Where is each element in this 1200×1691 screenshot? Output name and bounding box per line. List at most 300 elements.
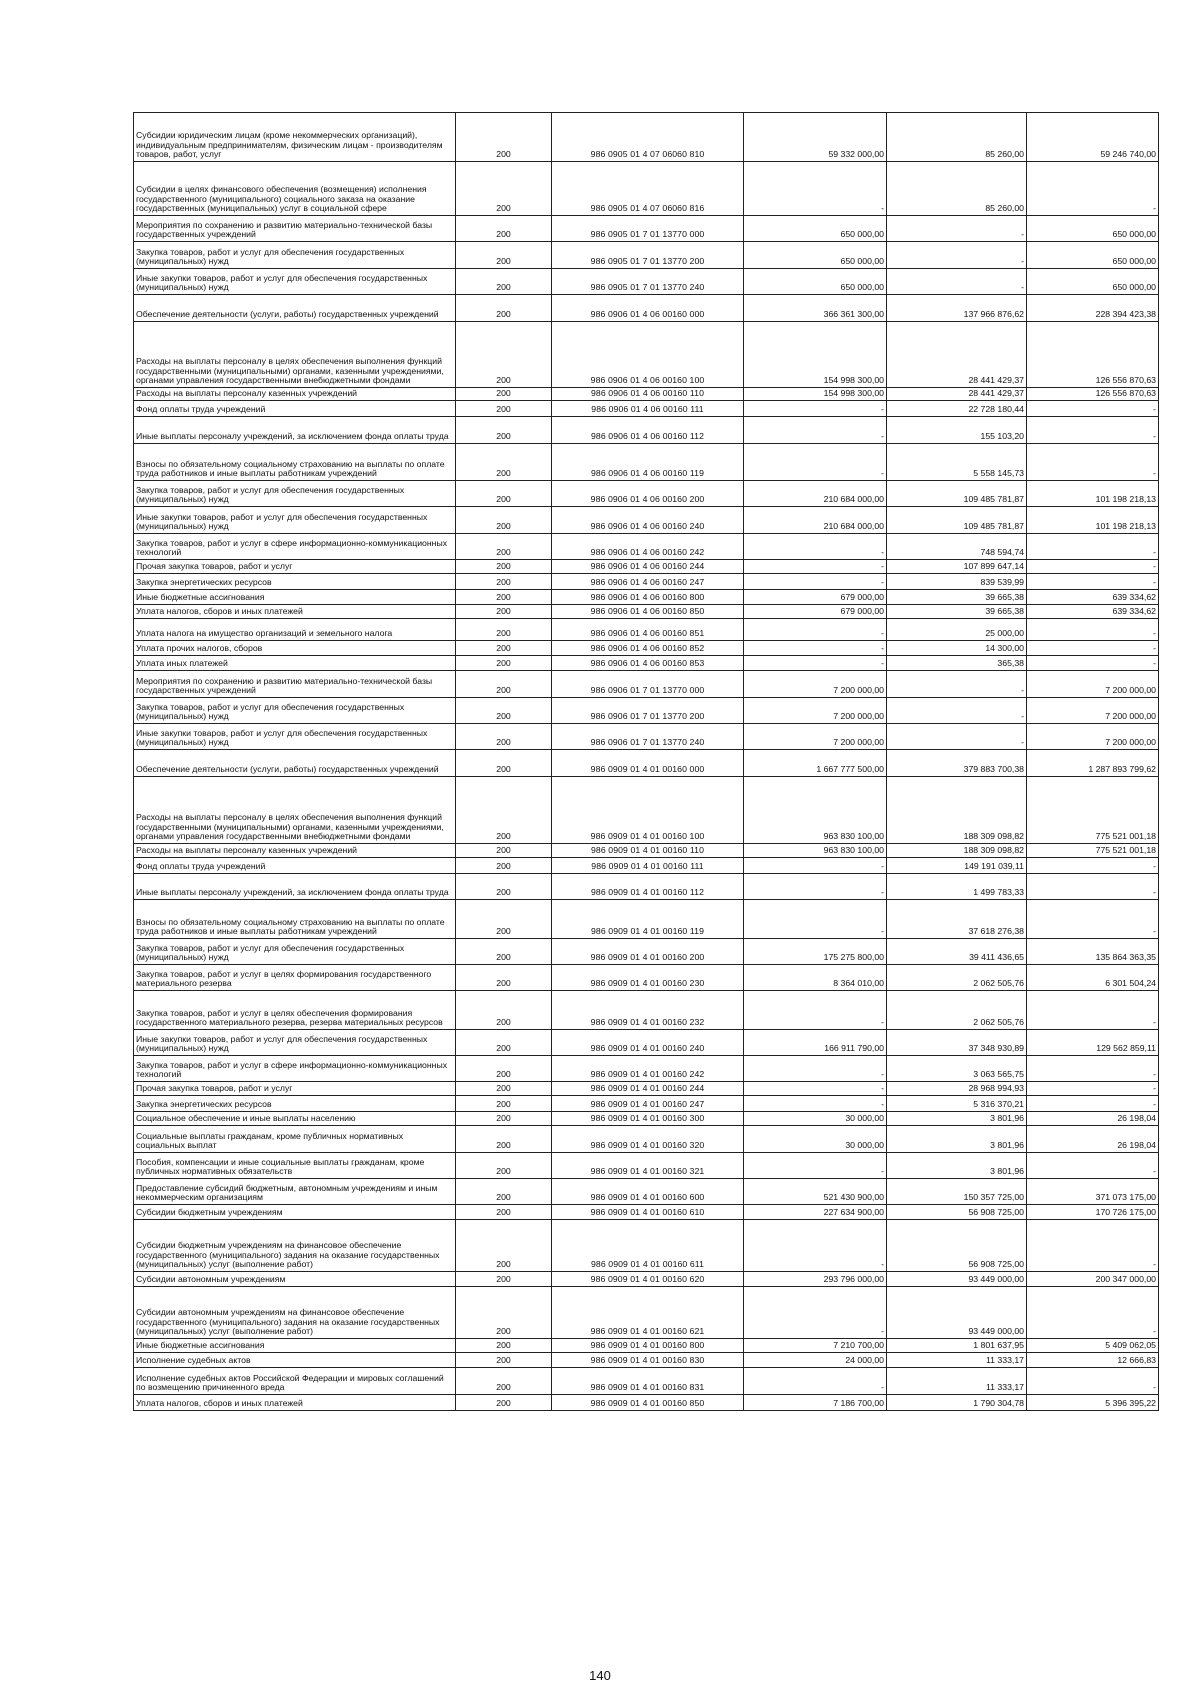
row-unexecuted-cell: 26 198,04 (1027, 1126, 1159, 1153)
row-line-code-cell: 200 (456, 1272, 552, 1287)
row-name-cell: Закупка товаров, работ и услуг для обеспечения государственных (муниципальных) нужд (134, 939, 456, 965)
row-executed-cell: 1 790 304,78 (887, 1395, 1027, 1411)
row-approved-cell: - (744, 1287, 887, 1339)
row-unexecuted-cell: - (1027, 574, 1159, 590)
row-approved-cell: 7 186 700,00 (744, 1395, 887, 1411)
table-row (134, 481, 1159, 507)
table-row (134, 874, 1159, 900)
table-row (134, 900, 1159, 939)
row-approved-cell: 650 000,00 (744, 269, 887, 295)
table-row (134, 1353, 1159, 1368)
row-executed-cell: 28 441 429,37 (887, 388, 1027, 401)
table-row (134, 605, 1159, 619)
row-line-code-cell: 200 (456, 388, 552, 401)
row-executed-cell: - (887, 269, 1027, 295)
row-executed-cell: 56 908 725,00 (887, 1220, 1027, 1272)
row-unexecuted-cell: 126 556 870,63 (1027, 388, 1159, 401)
row-executed-cell: 839 539,99 (887, 574, 1027, 590)
row-budget-code-cell: 986 0909 01 4 01 00160 830 (552, 1353, 744, 1368)
row-name-cell: Иные бюджетные ассигнования (134, 1339, 456, 1353)
row-executed-cell: 3 801,96 (887, 1112, 1027, 1126)
row-budget-code-cell: 986 0905 01 7 01 13770 240 (552, 269, 744, 295)
row-unexecuted-cell: 6 301 504,24 (1027, 965, 1159, 991)
row-unexecuted-cell: 129 562 859,11 (1027, 1030, 1159, 1056)
row-approved-cell: - (744, 444, 887, 481)
row-executed-cell: 85 260,00 (887, 162, 1027, 216)
row-line-code-cell: 200 (456, 1220, 552, 1272)
table-row (134, 1205, 1159, 1220)
row-unexecuted-cell: 200 347 000,00 (1027, 1272, 1159, 1287)
row-approved-cell: 679 000,00 (744, 590, 887, 605)
row-budget-code-cell: 986 0906 01 4 06 00160 850 (552, 605, 744, 619)
row-budget-code-cell: 986 0909 01 4 01 00160 119 (552, 900, 744, 939)
row-name-cell: Социальное обеспечение и иные выплаты населению (134, 1112, 456, 1126)
row-approved-cell: 650 000,00 (744, 216, 887, 242)
row-unexecuted-cell: - (1027, 1287, 1159, 1339)
row-line-code-cell: 200 (456, 698, 552, 724)
row-unexecuted-cell: 228 394 423,38 (1027, 295, 1159, 322)
table-row (134, 1179, 1159, 1205)
row-executed-cell: - (887, 698, 1027, 724)
row-approved-cell: - (744, 874, 887, 900)
row-line-code-cell: 200 (456, 1056, 552, 1082)
row-budget-code-cell: 986 0909 01 4 01 00160 621 (552, 1287, 744, 1339)
row-approved-cell: 210 684 000,00 (744, 481, 887, 507)
row-executed-cell: 22 728 180,44 (887, 401, 1027, 417)
row-executed-cell: 188 309 098,82 (887, 777, 1027, 844)
row-budget-code-cell: 986 0909 01 4 01 00160 600 (552, 1179, 744, 1205)
row-approved-cell: 293 796 000,00 (744, 1272, 887, 1287)
row-budget-code-cell: 986 0909 01 4 01 00160 320 (552, 1126, 744, 1153)
row-name-cell: Субсидии юридическим лицам (кроме некоммерческих организаций), индивидуальным предпринимателям, физическим лицам - производителям товаров, работ, услуг (134, 113, 456, 162)
row-line-code-cell: 200 (456, 242, 552, 269)
row-executed-cell: 109 485 781,87 (887, 507, 1027, 534)
row-line-code-cell: 200 (456, 777, 552, 844)
table-row (134, 162, 1159, 216)
row-name-cell: Уплата налогов, сборов и иных платежей (134, 605, 456, 619)
row-name-cell: Субсидии бюджетным учреждениям на финансовое обеспечение государственного (муниципального) задания на оказание государственных (муниципальных) услуг (выполнение работ) (134, 1220, 456, 1272)
row-line-code-cell: 200 (456, 216, 552, 242)
table-row (134, 1339, 1159, 1353)
row-name-cell: Закупка товаров, работ и услуг в сфере информационно-коммуникационных технологий (134, 534, 456, 560)
row-unexecuted-cell: - (1027, 534, 1159, 560)
row-line-code-cell: 200 (456, 1096, 552, 1112)
row-approved-cell: 7 200 000,00 (744, 698, 887, 724)
row-name-cell: Закупка товаров, работ и услуг для обеспечения государственных (муниципальных) нужд (134, 481, 456, 507)
row-unexecuted-cell: 101 198 218,13 (1027, 507, 1159, 534)
row-unexecuted-cell: 26 198,04 (1027, 1112, 1159, 1126)
row-budget-code-cell: 986 0909 01 4 01 00160 112 (552, 874, 744, 900)
row-name-cell: Закупка энергетических ресурсов (134, 574, 456, 590)
row-unexecuted-cell: 775 521 001,18 (1027, 777, 1159, 844)
table-row (134, 574, 1159, 590)
row-executed-cell: - (887, 724, 1027, 750)
row-unexecuted-cell: 639 334,62 (1027, 590, 1159, 605)
row-unexecuted-cell: - (1027, 162, 1159, 216)
row-name-cell: Расходы на выплаты персоналу казенных учреждений (134, 388, 456, 401)
row-line-code-cell: 200 (456, 605, 552, 619)
row-line-code-cell: 200 (456, 844, 552, 858)
row-name-cell: Пособия, компенсации и иные социальные выплаты гражданам, кроме публичных нормативных обязательств (134, 1153, 456, 1179)
row-name-cell: Закупка товаров, работ и услуг для обеспечения государственных (муниципальных) нужд (134, 242, 456, 269)
table-row (134, 1126, 1159, 1153)
row-approved-cell: 963 830 100,00 (744, 844, 887, 858)
table-row (134, 965, 1159, 991)
row-budget-code-cell: 986 0909 01 4 01 00160 247 (552, 1096, 744, 1112)
row-unexecuted-cell: 135 864 363,35 (1027, 939, 1159, 965)
row-executed-cell: 37 348 930,89 (887, 1030, 1027, 1056)
row-budget-code-cell: 986 0906 01 4 06 00160 244 (552, 560, 744, 574)
row-approved-cell: 650 000,00 (744, 242, 887, 269)
table-row (134, 777, 1159, 844)
row-line-code-cell: 200 (456, 1179, 552, 1205)
row-budget-code-cell: 986 0909 01 4 01 00160 610 (552, 1205, 744, 1220)
row-approved-cell: 7 200 000,00 (744, 671, 887, 698)
row-line-code-cell: 200 (456, 574, 552, 590)
row-approved-cell: 521 430 900,00 (744, 1179, 887, 1205)
row-budget-code-cell: 986 0909 01 4 01 00160 100 (552, 777, 744, 844)
table-row (134, 417, 1159, 444)
table-row (134, 534, 1159, 560)
row-budget-code-cell: 986 0906 01 4 06 00160 000 (552, 295, 744, 322)
row-budget-code-cell: 986 0906 01 4 06 00160 852 (552, 641, 744, 656)
row-executed-cell: 93 449 000,00 (887, 1287, 1027, 1339)
table-row (134, 507, 1159, 534)
table-row (134, 295, 1159, 322)
row-budget-code-cell: 986 0906 01 4 06 00160 110 (552, 388, 744, 401)
row-executed-cell: 1 801 637,95 (887, 1339, 1027, 1353)
row-executed-cell: 39 665,38 (887, 590, 1027, 605)
row-budget-code-cell: 986 0905 01 4 07 06060 810 (552, 113, 744, 162)
row-name-cell: Расходы на выплаты персоналу в целях обеспечения выполнения функций государственными (муниципальными) органами, казенными учреждениями, органами управления государственными внебюджетными фондами (134, 322, 456, 388)
row-budget-code-cell: 986 0906 01 4 06 00160 240 (552, 507, 744, 534)
row-line-code-cell: 200 (456, 939, 552, 965)
row-unexecuted-cell: 5 396 395,22 (1027, 1395, 1159, 1411)
row-approved-cell: 8 364 010,00 (744, 965, 887, 991)
row-name-cell: Исполнение судебных актов (134, 1353, 456, 1368)
row-name-cell: Иные закупки товаров, работ и услуг для обеспечения государственных (муниципальных) нужд (134, 1030, 456, 1056)
row-name-cell: Расходы на выплаты персоналу казенных учреждений (134, 844, 456, 858)
row-unexecuted-cell: 650 000,00 (1027, 242, 1159, 269)
row-approved-cell: - (744, 1153, 887, 1179)
row-name-cell: Уплата иных платежей (134, 656, 456, 671)
row-name-cell: Обеспечение деятельности (услуги, работы) государственных учреждений (134, 750, 456, 777)
row-budget-code-cell: 986 0909 01 4 01 00160 321 (552, 1153, 744, 1179)
row-executed-cell: 3 063 565,75 (887, 1056, 1027, 1082)
row-name-cell: Фонд оплаты труда учреждений (134, 401, 456, 417)
row-unexecuted-cell: - (1027, 874, 1159, 900)
budget-execution-table (133, 112, 1159, 1411)
row-line-code-cell: 200 (456, 671, 552, 698)
row-name-cell: Закупка товаров, работ и услуг в целях обеспечения формирования государственного материального резерва, резерва материальных ресурсов (134, 991, 456, 1030)
row-name-cell: Закупка товаров, работ и услуг в целях формирования государственного материального резерва (134, 965, 456, 991)
row-approved-cell: - (744, 401, 887, 417)
row-executed-cell: 1 499 783,33 (887, 874, 1027, 900)
row-executed-cell: - (887, 242, 1027, 269)
row-unexecuted-cell: - (1027, 1368, 1159, 1395)
row-budget-code-cell: 986 0905 01 7 01 13770 000 (552, 216, 744, 242)
row-executed-cell: 748 594,74 (887, 534, 1027, 560)
row-name-cell: Иные закупки товаров, работ и услуг для обеспечения государственных (муниципальных) нужд (134, 724, 456, 750)
table-row (134, 113, 1159, 162)
row-budget-code-cell: 986 0906 01 4 06 00160 200 (552, 481, 744, 507)
row-executed-cell: 11 333,17 (887, 1353, 1027, 1368)
row-budget-code-cell: 986 0905 01 7 01 13770 200 (552, 242, 744, 269)
table-row (134, 1287, 1159, 1339)
row-approved-cell: 7 210 700,00 (744, 1339, 887, 1353)
row-unexecuted-cell: 101 198 218,13 (1027, 481, 1159, 507)
row-executed-cell: 39 665,38 (887, 605, 1027, 619)
row-unexecuted-cell: 650 000,00 (1027, 269, 1159, 295)
row-approved-cell: 154 998 300,00 (744, 322, 887, 388)
row-line-code-cell: 200 (456, 1082, 552, 1096)
row-unexecuted-cell: - (1027, 991, 1159, 1030)
table-row (134, 991, 1159, 1030)
row-line-code-cell: 200 (456, 401, 552, 417)
row-budget-code-cell: 986 0906 01 4 06 00160 112 (552, 417, 744, 444)
row-budget-code-cell: 986 0909 01 4 01 00160 232 (552, 991, 744, 1030)
row-line-code-cell: 200 (456, 641, 552, 656)
row-unexecuted-cell: 639 334,62 (1027, 605, 1159, 619)
row-executed-cell: 149 191 039,11 (887, 858, 1027, 874)
row-line-code-cell: 200 (456, 1353, 552, 1368)
row-line-code-cell: 200 (456, 1030, 552, 1056)
row-approved-cell: - (744, 858, 887, 874)
row-unexecuted-cell: 170 726 175,00 (1027, 1205, 1159, 1220)
row-approved-cell: - (744, 417, 887, 444)
row-executed-cell: 93 449 000,00 (887, 1272, 1027, 1287)
row-name-cell: Исполнение судебных актов Российской Федерации и мировых соглашений по возмещению причиненного вреда (134, 1368, 456, 1395)
row-budget-code-cell: 986 0906 01 4 06 00160 247 (552, 574, 744, 590)
table-row (134, 269, 1159, 295)
row-line-code-cell: 200 (456, 874, 552, 900)
row-budget-code-cell: 986 0909 01 4 01 00160 831 (552, 1368, 744, 1395)
row-executed-cell: 2 062 505,76 (887, 991, 1027, 1030)
row-line-code-cell: 200 (456, 113, 552, 162)
row-approved-cell: 210 684 000,00 (744, 507, 887, 534)
row-unexecuted-cell: - (1027, 560, 1159, 574)
row-line-code-cell: 200 (456, 1112, 552, 1126)
row-name-cell: Мероприятия по сохранению и развитию материально-технической базы государственных учреждений (134, 216, 456, 242)
row-budget-code-cell: 986 0906 01 7 01 13770 200 (552, 698, 744, 724)
row-budget-code-cell: 986 0906 01 4 06 00160 100 (552, 322, 744, 388)
row-budget-code-cell: 986 0906 01 4 06 00160 800 (552, 590, 744, 605)
row-name-cell: Закупка товаров, работ и услуг для обеспечения государственных (муниципальных) нужд (134, 698, 456, 724)
table-row (134, 388, 1159, 401)
row-line-code-cell: 200 (456, 991, 552, 1030)
row-unexecuted-cell: 59 246 740,00 (1027, 113, 1159, 162)
row-line-code-cell: 200 (456, 656, 552, 671)
row-budget-code-cell: 986 0909 01 4 01 00160 000 (552, 750, 744, 777)
table-row (134, 1368, 1159, 1395)
row-approved-cell: 227 634 900,00 (744, 1205, 887, 1220)
row-line-code-cell: 200 (456, 295, 552, 322)
row-approved-cell: 24 000,00 (744, 1353, 887, 1368)
row-unexecuted-cell: 7 200 000,00 (1027, 671, 1159, 698)
row-approved-cell: 175 275 800,00 (744, 939, 887, 965)
row-executed-cell: 25 000,00 (887, 619, 1027, 641)
row-budget-code-cell: 986 0909 01 4 01 00160 611 (552, 1220, 744, 1272)
table-row (134, 698, 1159, 724)
row-unexecuted-cell: - (1027, 1082, 1159, 1096)
row-line-code-cell: 200 (456, 750, 552, 777)
row-name-cell: Субсидии в целях финансового обеспечения (возмещения) исполнения государственного (муниципального) социального заказа на оказание государственных (муниципальных) услуг в социальной сфере (134, 162, 456, 216)
row-budget-code-cell: 986 0909 01 4 01 00160 230 (552, 965, 744, 991)
row-line-code-cell: 200 (456, 560, 552, 574)
row-unexecuted-cell: 650 000,00 (1027, 216, 1159, 242)
row-executed-cell: 11 333,17 (887, 1368, 1027, 1395)
row-budget-code-cell: 986 0906 01 4 06 00160 851 (552, 619, 744, 641)
row-unexecuted-cell: - (1027, 1056, 1159, 1082)
row-line-code-cell: 200 (456, 1153, 552, 1179)
row-line-code-cell: 200 (456, 507, 552, 534)
row-approved-cell: 30 000,00 (744, 1126, 887, 1153)
row-budget-code-cell: 986 0909 01 4 01 00160 300 (552, 1112, 744, 1126)
row-name-cell: Закупка товаров, работ и услуг в сфере информационно-коммуникационных технологий (134, 1056, 456, 1082)
row-executed-cell: 37 618 276,38 (887, 900, 1027, 939)
row-line-code-cell: 200 (456, 590, 552, 605)
row-name-cell: Иные бюджетные ассигнования (134, 590, 456, 605)
row-budget-code-cell: 986 0909 01 4 01 00160 200 (552, 939, 744, 965)
row-executed-cell: 85 260,00 (887, 113, 1027, 162)
table-row (134, 671, 1159, 698)
row-name-cell: Иные выплаты персоналу учреждений, за исключением фонда оплаты труда (134, 417, 456, 444)
row-line-code-cell: 200 (456, 858, 552, 874)
row-name-cell: Иные закупки товаров, работ и услуг для обеспечения государственных (муниципальных) нужд (134, 269, 456, 295)
row-line-code-cell: 200 (456, 900, 552, 939)
row-executed-cell: 155 103,20 (887, 417, 1027, 444)
row-unexecuted-cell: 12 666,83 (1027, 1353, 1159, 1368)
row-approved-cell: - (744, 991, 887, 1030)
row-budget-code-cell: 986 0909 01 4 01 00160 242 (552, 1056, 744, 1082)
table-row (134, 939, 1159, 965)
row-budget-code-cell: 986 0905 01 4 07 06060 816 (552, 162, 744, 216)
table-row (134, 858, 1159, 874)
table-row (134, 216, 1159, 242)
row-line-code-cell: 200 (456, 1339, 552, 1353)
row-budget-code-cell: 986 0906 01 4 06 00160 242 (552, 534, 744, 560)
table-body (134, 113, 1159, 1411)
table-row (134, 1220, 1159, 1272)
row-name-cell: Обеспечение деятельности (услуги, работы) государственных учреждений (134, 295, 456, 322)
row-name-cell: Расходы на выплаты персоналу в целях обеспечения выполнения функций государственными (муниципальными) органами, казенными учреждениями, органами управления государственными внебюджетными фондами (134, 777, 456, 844)
row-approved-cell: 366 361 300,00 (744, 295, 887, 322)
row-name-cell: Взносы по обязательному социальному страхованию на выплаты по оплате труда работников и иные выплаты работникам учреждений (134, 444, 456, 481)
row-executed-cell: 39 411 436,65 (887, 939, 1027, 965)
row-approved-cell: 30 000,00 (744, 1112, 887, 1126)
row-executed-cell: 14 300,00 (887, 641, 1027, 656)
row-executed-cell: - (887, 216, 1027, 242)
row-name-cell: Взносы по обязательному социальному страхованию на выплаты по оплате труда работников и иные выплаты работникам учреждений (134, 900, 456, 939)
row-approved-cell: - (744, 574, 887, 590)
row-unexecuted-cell: 126 556 870,63 (1027, 322, 1159, 388)
row-unexecuted-cell: - (1027, 1153, 1159, 1179)
row-executed-cell: 379 883 700,38 (887, 750, 1027, 777)
table-row (134, 844, 1159, 858)
row-unexecuted-cell: - (1027, 619, 1159, 641)
row-executed-cell: 3 801,96 (887, 1153, 1027, 1179)
row-approved-cell: - (744, 1056, 887, 1082)
table-row (134, 750, 1159, 777)
row-unexecuted-cell: 371 073 175,00 (1027, 1179, 1159, 1205)
table-row (134, 1056, 1159, 1082)
table-row (134, 590, 1159, 605)
row-line-code-cell: 200 (456, 534, 552, 560)
row-approved-cell: 154 998 300,00 (744, 388, 887, 401)
row-executed-cell: 365,38 (887, 656, 1027, 671)
row-name-cell: Социальные выплаты гражданам, кроме публичных нормативных социальных выплат (134, 1126, 456, 1153)
table-row (134, 444, 1159, 481)
row-line-code-cell: 200 (456, 724, 552, 750)
table-row (134, 619, 1159, 641)
table-row (134, 322, 1159, 388)
row-unexecuted-cell: - (1027, 444, 1159, 481)
row-name-cell: Мероприятия по сохранению и развитию материально-технической базы государственных учреждений (134, 671, 456, 698)
row-budget-code-cell: 986 0906 01 7 01 13770 240 (552, 724, 744, 750)
row-budget-code-cell: 986 0909 01 4 01 00160 240 (552, 1030, 744, 1056)
row-budget-code-cell: 986 0906 01 4 06 00160 853 (552, 656, 744, 671)
row-approved-cell: 963 830 100,00 (744, 777, 887, 844)
table-row (134, 1082, 1159, 1096)
row-name-cell: Прочая закупка товаров, работ и услуг (134, 1082, 456, 1096)
row-approved-cell: 59 332 000,00 (744, 113, 887, 162)
row-budget-code-cell: 986 0909 01 4 01 00160 850 (552, 1395, 744, 1411)
row-approved-cell: - (744, 656, 887, 671)
row-executed-cell: 3 801,96 (887, 1126, 1027, 1153)
row-name-cell: Субсидии автономным учреждениям на финансовое обеспечение государственного (муниципального) задания на оказание государственных (муниципальных) услуг (выполнение работ) (134, 1287, 456, 1339)
row-executed-cell: 28 968 994,93 (887, 1082, 1027, 1096)
table-row (134, 242, 1159, 269)
row-approved-cell: - (744, 900, 887, 939)
table-row (134, 560, 1159, 574)
row-name-cell: Иные закупки товаров, работ и услуг для обеспечения государственных (муниципальных) нужд (134, 507, 456, 534)
budget-report-sheet (133, 112, 1158, 1411)
row-executed-cell: 107 899 647,14 (887, 560, 1027, 574)
row-name-cell: Уплата налога на имущество организаций и земельного налога (134, 619, 456, 641)
row-approved-cell: - (744, 1368, 887, 1395)
row-name-cell: Предоставление субсидий бюджетным, автономным учреждениям и иным некоммерческим организациям (134, 1179, 456, 1205)
row-unexecuted-cell: - (1027, 858, 1159, 874)
table-row (134, 724, 1159, 750)
row-executed-cell: 150 357 725,00 (887, 1179, 1027, 1205)
table-row (134, 656, 1159, 671)
row-approved-cell: - (744, 1220, 887, 1272)
row-executed-cell: 188 309 098,82 (887, 844, 1027, 858)
row-unexecuted-cell: - (1027, 900, 1159, 939)
row-name-cell: Уплата прочих налогов, сборов (134, 641, 456, 656)
row-approved-cell: 1 667 777 500,00 (744, 750, 887, 777)
row-executed-cell: 56 908 725,00 (887, 1205, 1027, 1220)
row-line-code-cell: 200 (456, 1368, 552, 1395)
row-executed-cell: 28 441 429,37 (887, 322, 1027, 388)
table-row (134, 641, 1159, 656)
row-unexecuted-cell: 7 200 000,00 (1027, 724, 1159, 750)
row-unexecuted-cell: 1 287 893 799,62 (1027, 750, 1159, 777)
row-name-cell: Субсидии бюджетным учреждениям (134, 1205, 456, 1220)
row-approved-cell: - (744, 560, 887, 574)
row-approved-cell: - (744, 641, 887, 656)
row-name-cell: Фонд оплаты труда учреждений (134, 858, 456, 874)
table-row (134, 1112, 1159, 1126)
row-approved-cell: - (744, 1096, 887, 1112)
row-name-cell: Прочая закупка товаров, работ и услуг (134, 560, 456, 574)
row-budget-code-cell: 986 0909 01 4 01 00160 110 (552, 844, 744, 858)
row-line-code-cell: 200 (456, 1205, 552, 1220)
row-line-code-cell: 200 (456, 619, 552, 641)
row-line-code-cell: 200 (456, 1395, 552, 1411)
row-line-code-cell: 200 (456, 444, 552, 481)
row-line-code-cell: 200 (456, 269, 552, 295)
